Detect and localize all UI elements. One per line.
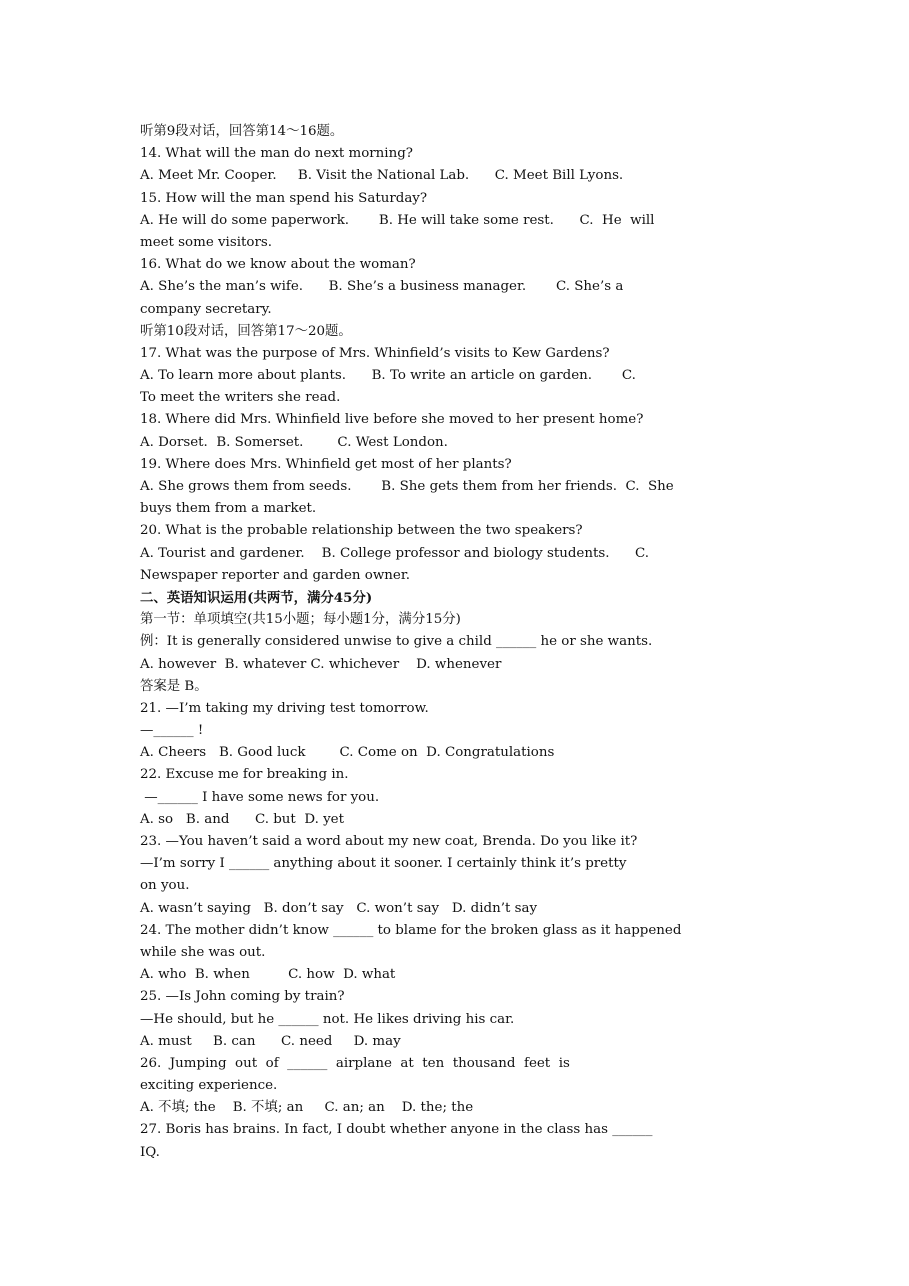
question-23-cont: —I’m sorry I ______ anything about it sooner. I certainly think it’s pretty <box>140 856 627 872</box>
question-22: 22. Excuse me for breaking in. <box>140 767 349 783</box>
options-15-cont: meet some visitors. <box>140 234 272 250</box>
options-22: A. so B. and C. but D. yet <box>140 811 344 827</box>
options-19: A. She grows them from seeds. B. She gets them from her friends. C. She <box>140 479 674 494</box>
options-23: A. wasn’t saying B. don’t say C. won’t say D. didn’t say <box>140 900 538 916</box>
question-21: 21. —I’m taking my driving test tomorrow. <box>140 700 429 716</box>
options-25: A. must B. can C. need D. may <box>140 1033 401 1049</box>
question-24-cont: while she was out. <box>140 944 266 960</box>
section-heading: 听第9段对话，回答第14～16题。 <box>140 124 344 139</box>
question-15: 15. How will the man spend his Saturday? <box>140 190 428 206</box>
question-14: 14. What will the man do next morning? <box>140 146 413 162</box>
options-15: A. He will do some paperwork. B. He will take some rest. C. He will <box>140 212 655 228</box>
question-17: 17. What was the purpose of Mrs. Whinfield’s visits to Kew Gardens? <box>140 345 610 361</box>
options-19-cont: buys them from a market. <box>140 501 317 517</box>
question-23: 23. —You haven’t said a word about my new coat, Brenda. Do you like it? <box>140 834 638 849</box>
question-16: 16. What do we know about the woman? <box>140 257 416 273</box>
question-24: 24. The mother didn’t know ______ to blame for the broken glass as it happened <box>140 922 682 938</box>
question-25: 25. —Is John coming by train? <box>140 989 345 1005</box>
options-26: A. 不填; the B. 不填; an C. an; an D. the; the <box>140 1100 474 1116</box>
options-16-cont: company secretary. <box>140 301 272 317</box>
question-18: 18. Where did Mrs. Whinfield live before she moved to her present home? <box>140 412 644 428</box>
question-26-cont: exciting experience. <box>140 1078 278 1094</box>
options-17-cont: To meet the writers she read. <box>140 390 341 406</box>
options-18: A. Dorset. B. Somerset. C. West London. <box>140 434 448 450</box>
question-19: 19. Where does Mrs. Whinfield get most of her plants? <box>140 456 512 472</box>
options-21: A. Cheers B. Good luck C. Come on D. Congratulations <box>140 745 555 761</box>
question-22-cont: —______ I have some news for you. <box>140 789 380 805</box>
options-17: A. To learn more about plants. B. To write an article on garden. C. <box>140 368 636 384</box>
options-20: A. Tourist and gardener. B. College professor and biology students. C. <box>140 545 650 561</box>
options-14: A. Meet Mr. Cooper. B. Visit the National Lab. C. Meet Bill Lyons. <box>140 168 624 184</box>
question-20: 20. What is the probable relationship between the two speakers? <box>140 523 583 539</box>
part-heading: 二、英语知识运用(共两节，满分45分) <box>140 589 373 606</box>
question-26: 26. Jumping out of ______ airplane at ten thousand feet is <box>140 1055 570 1071</box>
question-25-cont: —He should, but he ______ not. He likes driving his car. <box>140 1011 515 1027</box>
options-16: A. She’s the man’s wife. B. She’s a business manager. C. She’s a <box>140 279 624 295</box>
question-23-cont: on you. <box>140 878 190 894</box>
section-heading: 听第10段对话，回答第17～20题。 <box>140 323 352 339</box>
example-question: 例：It is generally considered unwise to give a child ______ he or she wants. <box>140 634 653 650</box>
options-24: A. who B. when C. how D. what <box>140 967 396 983</box>
subsection-heading: 第一节：单项填空(共15小题；每小题1分，满分15分) <box>140 612 461 628</box>
example-answer: 答案是 B。 <box>140 678 208 694</box>
example-options: A. however B. whatever C. whichever D. whenever <box>140 656 502 672</box>
document-page <box>140 121 900 1164</box>
options-20-cont: Newspaper reporter and garden owner. <box>140 567 411 583</box>
question-21-cont: —______ ! <box>140 723 204 739</box>
question-27: 27. Boris has brains. In fact, I doubt whether anyone in the class has ______ <box>140 1122 653 1138</box>
question-27-cont: IQ. <box>140 1144 160 1160</box>
